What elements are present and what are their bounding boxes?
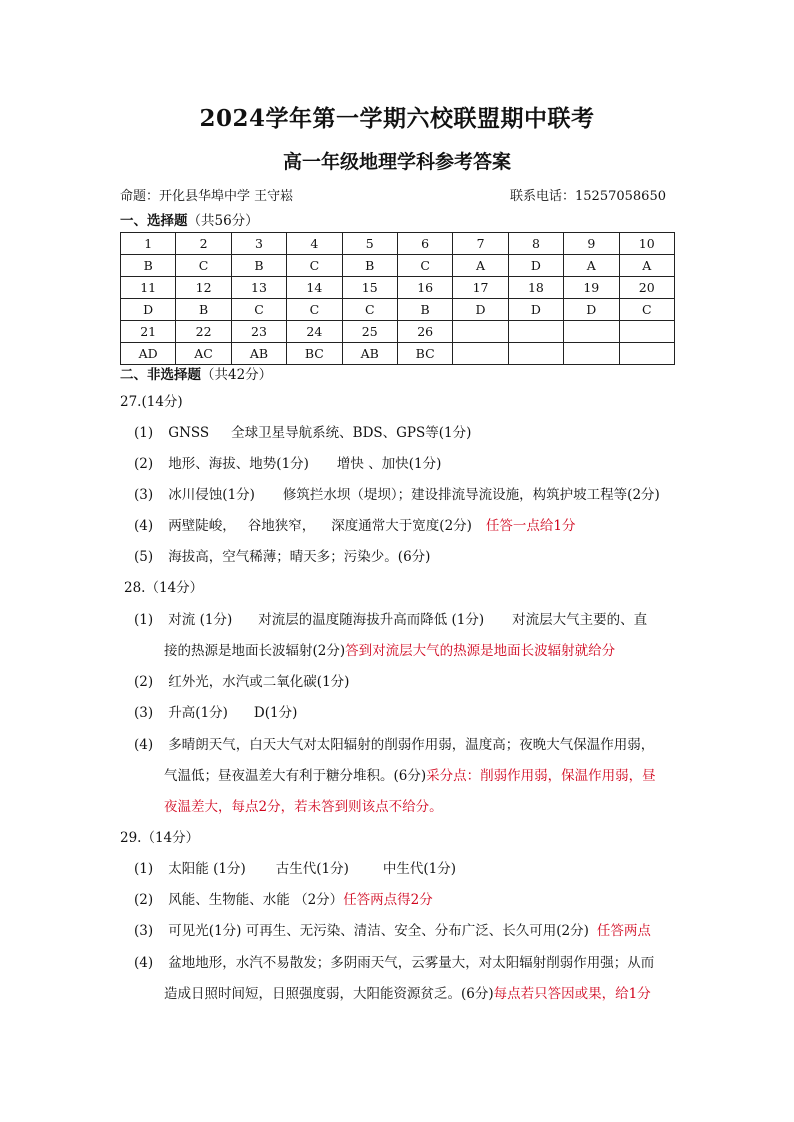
answer-text: 接的热源是地面长波辐射(2分) — [164, 643, 346, 659]
answer-text: 对流层大气主要的、直 — [512, 612, 648, 628]
q27-part2 — [134, 452, 441, 472]
question-number-cell: 4 — [287, 233, 342, 255]
question-number-cell: 7 — [453, 233, 508, 255]
answer-text: 对流层的温度随海拔升高而降低 (1分) — [258, 612, 485, 628]
answer-cell: D — [508, 255, 563, 277]
grading-note: 任答一点给1分 — [485, 518, 576, 534]
answer-cell: B — [231, 255, 286, 277]
question-number-cell: 5 — [342, 233, 397, 255]
part-number: (1) — [134, 861, 154, 877]
part-number: (2) — [134, 674, 154, 690]
question-number-cell: 12 — [176, 277, 231, 299]
part-number: (3) — [134, 705, 154, 721]
section-choice-heading — [120, 209, 259, 229]
question-number-cell — [619, 321, 674, 343]
answer-text: 增快 、加快(1分) — [336, 456, 442, 472]
part-number: (4) — [134, 955, 154, 971]
answer-cell: AD — [121, 343, 176, 365]
answer-cell: C — [619, 299, 674, 321]
question-number-cell: 13 — [231, 277, 286, 299]
question-number-cell — [508, 321, 563, 343]
question-number-cell: 11 — [121, 277, 176, 299]
answer-cell: AB — [342, 343, 397, 365]
part-number: (4) — [134, 737, 154, 753]
question-number-cell — [564, 321, 619, 343]
answer-text: 太阳能 (1分) — [168, 861, 246, 877]
question-number-cell: 15 — [342, 277, 397, 299]
answer-cell: D — [453, 299, 508, 321]
answer-cell: AC — [176, 343, 231, 365]
answer-text: 冰川侵蚀(1分) — [168, 487, 255, 503]
answer-text: 红外光，水汽或二氧化碳(1分) — [168, 674, 350, 690]
answer-cell: B — [397, 299, 452, 321]
answer-text: 地形、海拔、地势(1分) — [168, 456, 309, 472]
q28-heading: 28.（14分） — [124, 580, 204, 596]
answer-text: 古生代(1分) — [275, 861, 349, 877]
section-nonchoice-heading — [120, 363, 272, 383]
answer-cell: C — [287, 299, 342, 321]
question-number-cell: 8 — [508, 233, 563, 255]
question-number-row — [121, 233, 675, 255]
page-title: 2024学年第一学期六校联盟期中联考 — [199, 105, 595, 132]
answer-text: 多晴朗天气，白天大气对太阳辐射的削弱作用弱，温度高；夜晚大气保温作用弱， — [168, 737, 655, 753]
answer-text: 修筑拦水坝（堤坝）；建设排流导流设施，构筑护坡工程等(2分) — [282, 487, 660, 503]
part-number: (4) — [134, 518, 154, 534]
answer-text: 对流 (1分) — [168, 612, 233, 628]
question-number-cell: 20 — [619, 277, 674, 299]
question-number-cell: 26 — [397, 321, 452, 343]
answer-text: 造成日照时间短，日照强度弱，大阳能资源贫乏。(6分) — [164, 986, 494, 1002]
answer-text: GNSS — [168, 425, 210, 441]
question-number-cell: 6 — [397, 233, 452, 255]
answer-row — [121, 343, 675, 365]
answer-cell: A — [619, 255, 674, 277]
q27-heading: 27.(14分) — [120, 394, 183, 410]
question-number-cell: 1 — [121, 233, 176, 255]
grading-note: 采分点：削弱作用弱，保温作用弱，昼 — [426, 768, 656, 784]
contact-phone: 联系电话：15257058650 — [510, 189, 666, 204]
answer-cell: BC — [287, 343, 342, 365]
question-number-row — [121, 321, 675, 343]
answer-cell — [619, 343, 674, 365]
section-choice-note: （共56分） — [187, 213, 259, 229]
answer-text: 气温低；昼夜温差大有利于糖分堆积。(6分) — [164, 768, 427, 784]
question-number-cell: 21 — [121, 321, 176, 343]
question-number-cell: 23 — [231, 321, 286, 343]
answer-cell — [453, 343, 508, 365]
question-number-cell: 9 — [564, 233, 619, 255]
question-number-cell: 18 — [508, 277, 563, 299]
answer-text: 全球卫星导航系统、BDS、GPS等(1分) — [231, 425, 472, 441]
q28-part4-cont — [164, 764, 656, 784]
q29-part1 — [134, 857, 456, 877]
answer-cell — [508, 343, 563, 365]
answer-cell: B — [121, 255, 176, 277]
q28-part1-cont — [164, 639, 615, 659]
q29-part2 — [134, 888, 433, 908]
q28-part1 — [134, 608, 647, 628]
answer-table — [120, 232, 675, 365]
q28-part4 — [134, 733, 654, 753]
answer-cell: C — [287, 255, 342, 277]
answer-cell: B — [342, 255, 397, 277]
q27-part4 — [134, 514, 576, 534]
question-number-cell: 19 — [564, 277, 619, 299]
answer-cell — [564, 343, 619, 365]
q29-part4-cont — [164, 982, 651, 1002]
q29-part3 — [134, 919, 651, 939]
answer-text: 可见光(1分) 可再生、无污染、清洁、安全、分布广泛、长久可用(2分) — [168, 923, 589, 939]
answer-text: 盆地地形，水汽不易散发；多阴雨天气，云雾量大，对太阳辐射削弱作用强；从而 — [168, 955, 655, 971]
answer-text: 中生代(1分) — [382, 861, 456, 877]
answer-cell: D — [508, 299, 563, 321]
question-number-cell: 22 — [176, 321, 231, 343]
answer-cell: A — [453, 255, 508, 277]
part-number: (2) — [134, 456, 154, 472]
answer-text: 谷地狭窄， — [247, 518, 316, 534]
answer-cell: C — [231, 299, 286, 321]
question-number-cell: 14 — [287, 277, 342, 299]
q28-part2 — [134, 670, 349, 690]
answer-text: 两壁陡峻， — [168, 518, 236, 534]
answer-cell: C — [176, 255, 231, 277]
question-number-cell: 10 — [619, 233, 674, 255]
grading-note: 答到对流层大气的热源是地面长波辐射就给分 — [345, 643, 616, 659]
part-number: (3) — [134, 487, 154, 503]
answer-text: D(1分) — [253, 705, 298, 721]
part-number: (3) — [134, 923, 154, 939]
answer-cell: A — [564, 255, 619, 277]
answer-row — [121, 299, 675, 321]
answer-text: 风能、生物能、水能 （2分） — [168, 892, 344, 908]
grading-note: 任答两点得2分 — [343, 892, 433, 908]
question-number-cell: 17 — [453, 277, 508, 299]
section-nonchoice-title: 二、非选择题 — [120, 367, 201, 383]
part-number: (2) — [134, 892, 154, 908]
question-number-row — [121, 277, 675, 299]
grading-note: 每点若只答因或果，给1分 — [493, 986, 651, 1002]
q29-heading: 29.（14分） — [120, 830, 200, 846]
question-number-cell: 24 — [287, 321, 342, 343]
answer-cell: C — [342, 299, 397, 321]
q27-part1 — [134, 421, 471, 441]
part-number: (1) — [134, 612, 154, 628]
section-nonchoice-note: （共42分） — [201, 367, 273, 383]
part-number: (5) — [134, 549, 154, 565]
answer-cell: BC — [397, 343, 452, 365]
q27-part3 — [134, 483, 660, 503]
answer-cell: C — [397, 255, 452, 277]
answer-cell: AB — [231, 343, 286, 365]
answer-text: 深度通常大于宽度(2分) — [331, 518, 472, 534]
grading-note: 任答两点 — [596, 923, 651, 939]
part-number: (1) — [134, 425, 154, 441]
author-info: 命题：开化县华埠中学 王守崧 — [120, 189, 294, 204]
question-number-cell: 16 — [397, 277, 452, 299]
page-subtitle: 高一年级地理学科参考答案 — [282, 151, 511, 173]
q29-part4 — [134, 951, 654, 971]
question-number-cell: 3 — [231, 233, 286, 255]
q27-part5 — [134, 545, 430, 565]
answer-row — [121, 255, 675, 277]
answer-cell: D — [121, 299, 176, 321]
question-number-cell — [453, 321, 508, 343]
section-choice-title: 一、选择题 — [120, 213, 188, 229]
grading-note-cont: 夜温差大，每点2分，若未答到则该点不给分。 — [164, 799, 443, 815]
answer-cell: B — [176, 299, 231, 321]
answer-text: 海拔高，空气稀薄；晴天多；污染少。(6分) — [168, 549, 431, 565]
question-number-cell: 2 — [176, 233, 231, 255]
q28-part3 — [134, 701, 297, 721]
answer-cell: D — [564, 299, 619, 321]
question-number-cell: 25 — [342, 321, 397, 343]
answer-text: 升高(1分) — [168, 705, 228, 721]
